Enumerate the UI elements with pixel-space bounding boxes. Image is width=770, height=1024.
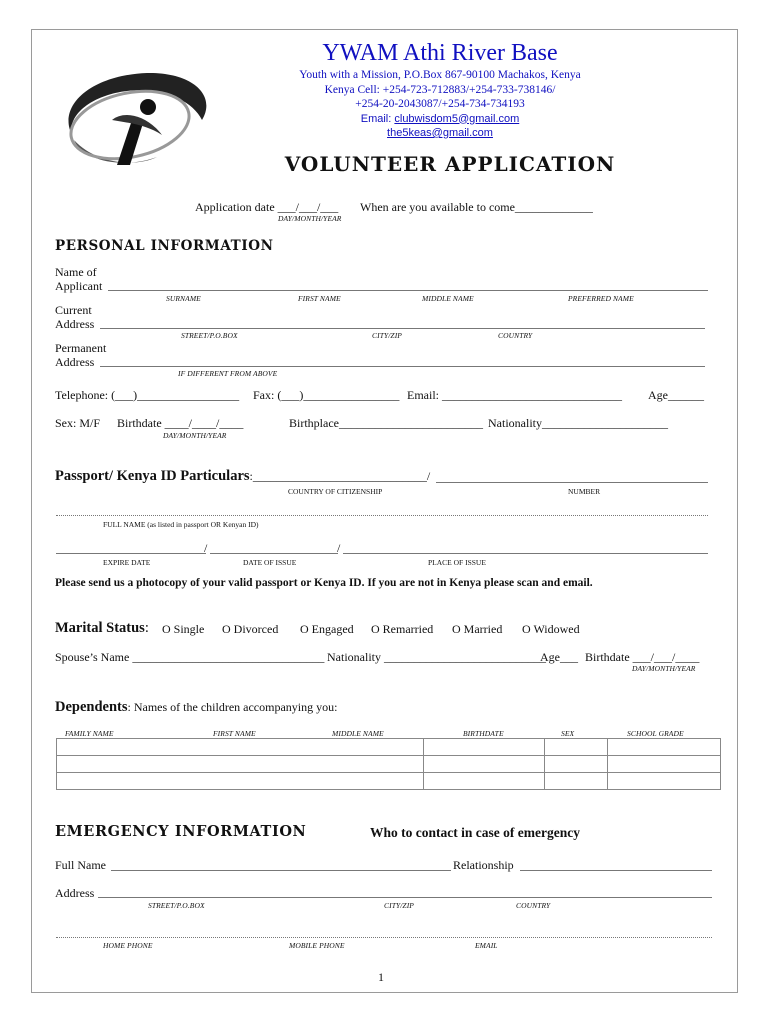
spouse-birthdate-field[interactable]: Birthdate ___/___/____ <box>585 650 700 664</box>
option-widowed[interactable]: O Widowed <box>522 622 580 636</box>
telephone-field[interactable]: Telephone: (___)_________________ <box>55 388 240 402</box>
caption-home-phone: HOME PHONE <box>103 941 153 950</box>
table-cell[interactable] <box>608 773 721 790</box>
emergency-phone-field[interactable] <box>56 937 712 938</box>
caption-issue-date: DATE OF ISSUE <box>243 558 297 567</box>
table-row <box>57 756 721 773</box>
passport-colon: :_____________________________/ <box>249 469 431 483</box>
col-school-grade: SCHOOL GRADE <box>627 729 684 738</box>
marital-label: Marital Status <box>55 620 145 636</box>
personal-heading: PERSONAL INFORMATION <box>55 238 274 254</box>
slash-2: / <box>337 541 341 555</box>
col-birthdate: BIRTHDATE <box>463 729 504 738</box>
table-cell[interactable] <box>608 739 721 756</box>
table-cell[interactable] <box>608 756 721 773</box>
caption-middle-name: MIDDLE NAME <box>422 294 474 303</box>
email-link-1[interactable]: clubwisdom5@gmail.com <box>394 112 520 125</box>
spouse-nationality-field[interactable]: Nationality ___________________________ <box>327 650 546 664</box>
marital-heading <box>55 620 149 637</box>
sex-field[interactable]: Sex: M/F <box>55 416 101 430</box>
form-title: VOLUNTEER APPLICATION <box>284 152 616 176</box>
org-phone-1: Kenya Cell: +254-723-712883/+254-733-738146/ <box>324 83 556 96</box>
option-single[interactable]: O Single <box>162 622 205 636</box>
current-address-field[interactable] <box>100 328 705 329</box>
emergency-caption-street: STREET/P.O.BOX <box>148 901 205 910</box>
caption-street: STREET/P.O.BOX <box>181 331 238 340</box>
spouse-name-field[interactable]: Spouse’s Name ________________________________ <box>55 650 325 664</box>
passport-fullname-field[interactable] <box>56 515 708 516</box>
table-row <box>57 739 721 756</box>
emergency-heading: EMERGENCY INFORMATION <box>55 823 307 840</box>
date-caption: DAY/MONTH/YEAR <box>278 214 342 223</box>
email-link-2[interactable]: the5keas@gmail.com <box>387 127 493 139</box>
col-family-name: FAMILY NAME <box>65 729 114 738</box>
emergency-address-field[interactable] <box>98 897 712 898</box>
option-divorced[interactable]: O Divorced <box>222 622 279 636</box>
org-contact <box>230 68 650 141</box>
spouse-age-field[interactable]: Age___ <box>540 650 578 664</box>
ywam-logo <box>52 65 217 180</box>
birthplace-field[interactable]: Birthplace________________________ <box>289 416 483 430</box>
age-field[interactable]: Age______ <box>648 388 704 402</box>
application-date-label: Application date ___/___/___ <box>195 200 339 214</box>
slash-1: / <box>204 541 208 555</box>
option-engaged[interactable]: O Engaged <box>300 622 354 636</box>
dependents-heading <box>55 698 337 716</box>
name-label-2: Applicant <box>55 279 103 293</box>
nationality-field[interactable]: Nationality_____________________ <box>488 416 668 430</box>
caption-number: NUMBER <box>568 487 601 496</box>
marital-colon: : <box>144 620 149 636</box>
caption-full-name: FULL NAME (as listed in passport OR Kenyan ID) <box>103 520 259 529</box>
emergency-relationship-field[interactable] <box>520 870 712 871</box>
expire-date-field[interactable] <box>56 553 206 554</box>
table-cell[interactable] <box>57 756 424 773</box>
caption-first-name: FIRST NAME <box>298 294 341 303</box>
table-cell[interactable] <box>424 739 545 756</box>
dependents-desc: : Names of the children accompanying you: <box>127 700 338 714</box>
table-cell[interactable] <box>424 756 545 773</box>
emergency-fullname-field[interactable] <box>111 870 451 871</box>
caption-issue-place: PLACE OF ISSUE <box>428 558 486 567</box>
col-sex: SEX <box>561 729 575 738</box>
passport-label: Passport/ Kenya ID Particulars <box>55 468 250 484</box>
emergency-address-label: Address <box>55 886 95 900</box>
option-remarried[interactable]: O Remarried <box>371 622 434 636</box>
table-cell[interactable] <box>545 756 608 773</box>
passport-heading <box>55 468 430 485</box>
caption-expire: EXPIRE DATE <box>103 558 151 567</box>
fax-field[interactable]: Fax: (___)________________ <box>253 388 400 402</box>
caption-citizenship: COUNTRY OF CITIZENSHIP <box>288 487 383 496</box>
emergency-relationship-label: Relationship <box>453 858 514 872</box>
caption-if-different: IF DIFFERENT FROM ABOVE <box>178 369 278 378</box>
table-cell[interactable] <box>545 739 608 756</box>
current-label-1: Current <box>55 303 92 317</box>
caption-surname: SURNAME <box>166 294 201 303</box>
issue-place-field[interactable] <box>343 553 708 554</box>
availability-label: When are you available to come_____________ <box>360 200 593 214</box>
caption-city: CITY/ZIP <box>372 331 402 340</box>
caption-country: COUNTRY <box>498 331 533 340</box>
table-cell[interactable] <box>545 773 608 790</box>
emergency-subheading: Who to contact in case of emergency <box>370 825 580 840</box>
table-row <box>57 773 721 790</box>
email-field[interactable]: Email: ______________________________ <box>407 388 622 402</box>
emergency-caption-city: CITY/ZIP <box>384 901 414 910</box>
emergency-caption-country: COUNTRY <box>516 901 551 910</box>
permanent-label-2: Address <box>55 355 95 369</box>
spouse-birth-caption: DAY/MONTH/YEAR <box>632 664 696 673</box>
permanent-address-field[interactable] <box>100 366 705 367</box>
org-phone-2: +254-20-2043087/+254-734-734193 <box>355 98 525 110</box>
dependents-label: Dependents <box>55 699 128 715</box>
email-label: Email: <box>360 112 395 125</box>
caption-mobile-phone: MOBILE PHONE <box>289 941 345 950</box>
option-married[interactable]: O Married <box>452 622 503 636</box>
passport-number-field[interactable] <box>436 482 708 483</box>
current-label-2: Address <box>55 317 95 331</box>
col-first-name: FIRST NAME <box>213 729 256 738</box>
page-number: 1 <box>378 970 384 984</box>
caption-email: EMAIL <box>475 941 498 950</box>
permanent-label-1: Permanent <box>55 341 107 355</box>
org-address: Youth with a Mission, P.O.Box 867-90100 Machakos, Kenya <box>299 69 581 81</box>
passport-note: Please send us a photocopy of your valid passport or Kenya ID. If you are not in Kenya please scan and email. <box>55 577 593 589</box>
birthdate-caption: DAY/MONTH/YEAR <box>163 431 227 440</box>
table-cell[interactable] <box>57 773 424 790</box>
dependents-table <box>56 738 721 790</box>
caption-preferred-name: PREFERRED NAME <box>568 294 634 303</box>
table-cell[interactable] <box>57 739 424 756</box>
issue-date-field[interactable] <box>210 553 338 554</box>
applicant-name-field[interactable] <box>108 290 708 291</box>
birthdate-field[interactable]: Birthdate ____/____/____ <box>117 416 244 430</box>
org-title: YWAM Athi River Base <box>322 40 558 66</box>
table-cell[interactable] <box>424 773 545 790</box>
name-label-1: Name of <box>55 265 97 279</box>
col-middle-name: MIDDLE NAME <box>332 729 384 738</box>
emergency-fullname-label: Full Name <box>55 858 106 872</box>
